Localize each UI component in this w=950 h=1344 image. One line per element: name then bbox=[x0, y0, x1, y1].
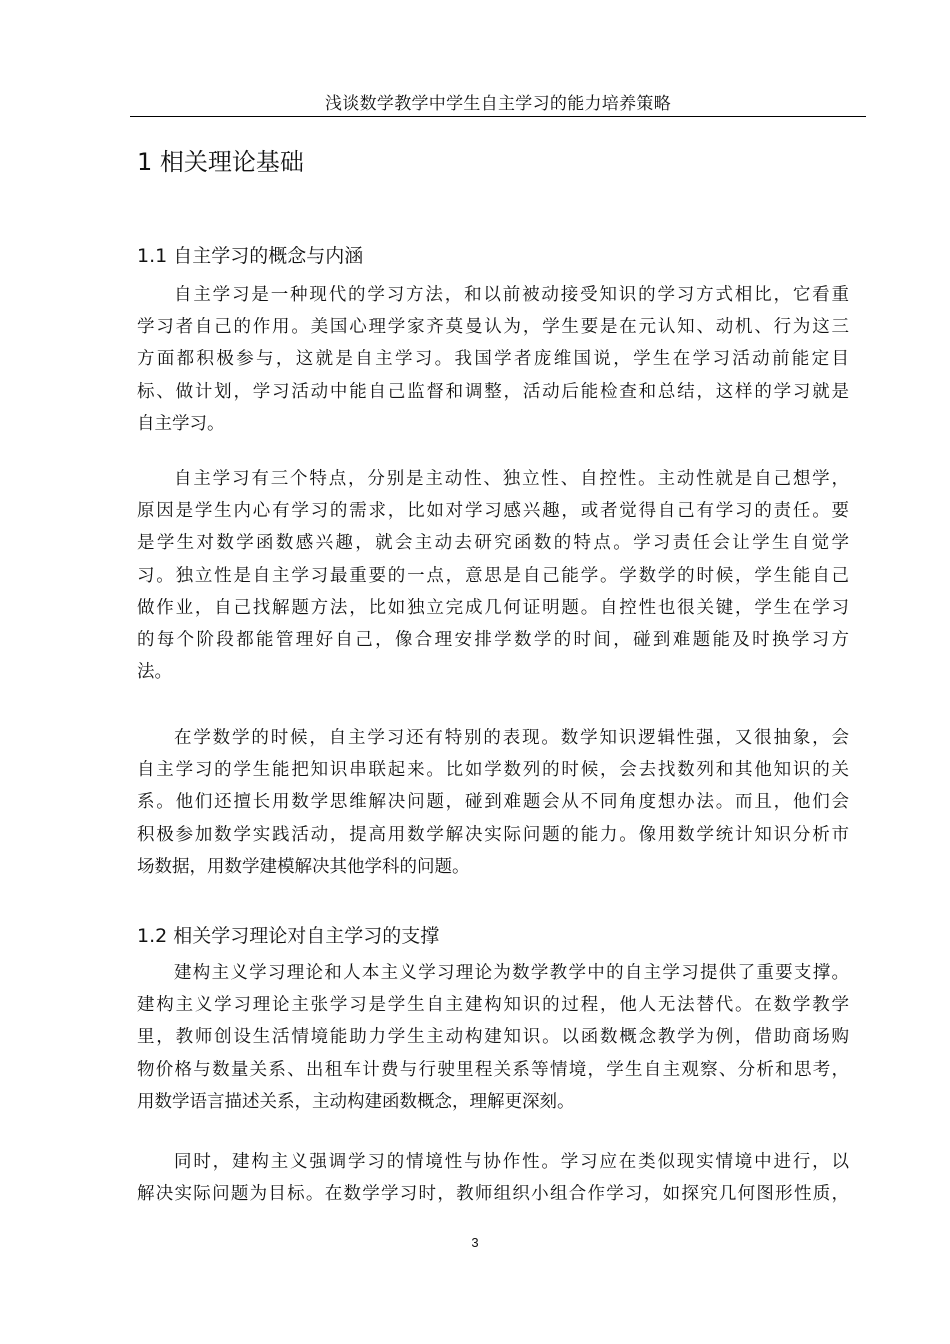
text-line: 自主学习的学生能把知识串联起来。比如学数列的时候，会去找数列和其他知识的关 bbox=[137, 760, 849, 781]
text-line: 建构主义学习理论和人本主义学习理论为数学教学中的自主学习提供了重要支撑。 bbox=[174, 963, 849, 983]
text-line: 物价格与数量关系、出租车计费与行驶里程关系等情境，学生自主观察、分析和思考， bbox=[137, 1059, 849, 1080]
paragraph bbox=[137, 1146, 849, 1210]
text-line: 做作业，自己找解题方法，比如独立完成几何证明题。自控性也很关键，学生在学习 bbox=[137, 597, 849, 618]
text-line: 场数据，用数学建模解决其他学科的问题。 bbox=[137, 856, 470, 877]
text-line: 的每个阶段都能管理好自己，像合理安排学数学的时间，碰到难题能及时换学习方 bbox=[137, 629, 849, 650]
text-line: 方面都积极参与，这就是自主学习。我国学者庞维国说，学生在学习活动前能定目 bbox=[137, 349, 849, 370]
text-line: 在学数学的时候，自主学习还有特别的表现。数学知识逻辑性强，又很抽象，会 bbox=[174, 728, 849, 748]
text-line: 里，教师创设生活情境能助力学生主动构建知识。以函数概念教学为例，借助商场购 bbox=[137, 1027, 849, 1048]
header-rule bbox=[130, 116, 866, 117]
text-line: 法。 bbox=[137, 662, 172, 683]
paragraph bbox=[137, 279, 849, 440]
text-line: 学习者自己的作用。美国心理学家齐莫曼认为，学生要是在元认知、动机、行为这三 bbox=[137, 317, 849, 338]
text-line: 是学生对数学函数感兴趣，就会主动去研究函数的特点。学习责任会让学生自觉学 bbox=[137, 533, 849, 554]
section-title-1-2: 1.2 相关学习理论对自主学习的支撑 bbox=[137, 925, 440, 947]
chapter-title: 1 相关理论基础 bbox=[137, 148, 304, 176]
text-line: 用数学语言描述关系，主动构建函数概念，理解更深刻。 bbox=[137, 1091, 575, 1112]
running-header-title: 浅谈数学教学中学生自主学习的能力培养策略 bbox=[325, 94, 671, 114]
text-line: 建构主义学习理论主张学习是学生自主建构知识的过程，他人无法替代。在数学教学 bbox=[137, 995, 849, 1016]
text-line: 标、做计划，学习活动中能自己监督和调整，活动后能检查和总结，这样的学习就是 bbox=[137, 381, 849, 402]
paragraph bbox=[137, 957, 849, 1118]
text-line: 系。他们还擅长用数学思维解决问题，碰到难题会从不同角度想办法。而且，他们会 bbox=[137, 792, 849, 813]
text-line: 积极参加数学实践活动，提高用数学解决实际问题的能力。像用数学统计知识分析市 bbox=[137, 824, 849, 845]
text-line: 同时，建构主义强调学习的情境性与协作性。学习应在类似现实情境中进行，以 bbox=[174, 1152, 849, 1172]
text-line: 自主学习。 bbox=[137, 413, 225, 434]
section-title-1-1: 1.1 自主学习的概念与内涵 bbox=[137, 245, 364, 267]
paragraph bbox=[137, 463, 849, 688]
text-line: 原因是学生内心有学习的需求，比如对学习感兴趣，或者觉得自己有学习的责任。要 bbox=[137, 501, 849, 522]
page-number: 3 bbox=[471, 1235, 479, 1250]
paragraph bbox=[137, 722, 849, 883]
text-line: 自主学习有三个特点，分别是主动性、独立性、自控性。主动性就是自己想学， bbox=[174, 469, 849, 489]
text-line: 自主学习是一种现代的学习方法，和以前被动接受知识的学习方式相比，它看重 bbox=[174, 285, 849, 305]
text-line: 习。独立性是自主学习最重要的一点，意思是自己能学。学数学的时候，学生能自己 bbox=[137, 565, 849, 586]
text-line: 解决实际问题为目标。在数学学习时，教师组织小组合作学习，如探究几何图形性质， bbox=[137, 1184, 849, 1205]
